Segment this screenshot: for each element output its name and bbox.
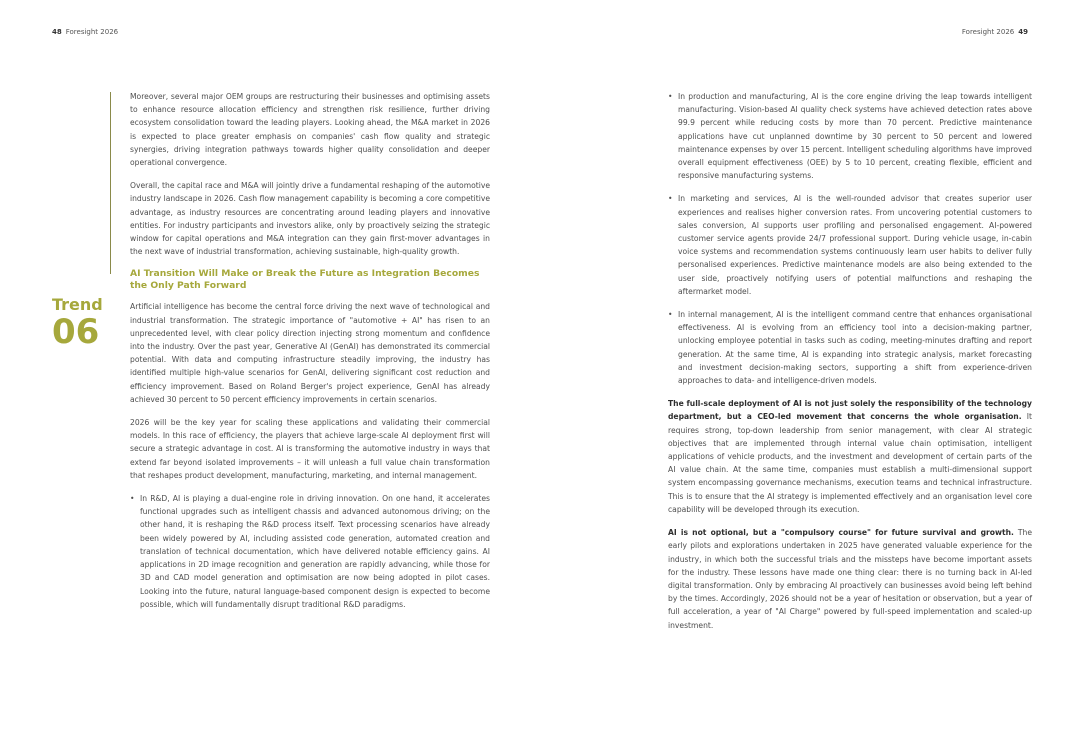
right-column [668, 90, 1032, 642]
bullet-list-left [130, 492, 490, 611]
bullet-text-marketing: In marketing and services, AI is the well-rounded advisor that creates superior user experiences and realises higher conversion rates. From uncovering potential customers to sales conversion, AI supports user profiling and personalised engagement. AI-powered customer service agents provide 24/7 professional support. During vehicle usage, in-cabin voice systems and recommendation systems continuously learn user habits to deliver fully personalised experiences. Predictive maintenance models are also being extended to the user side, proactively notifying users of potential malfunctions and reshaping the aftermarket model. [678, 194, 1032, 296]
trend-word: Trend [52, 295, 103, 314]
page-number-right: 49 [1018, 28, 1028, 36]
bullet-text-rnd: In R&D, AI is playing a dual-engine role in driving innovation. On one hand, it accelerates functional upgrades such as intelligent chassis and advanced autonomous driving; on the other hand, it is reshaping the R&D process itself. Text processing scenarios have already been widely powered by AI, including assisted code generation, automated creation and translation of technical documentation, which have delivered notable efficiency gains. AI applications in 2D image recognition and generation are rapidly advancing, while those for 3D and CAD model generation and optimisation are now being adopted in pilot cases. Looking into the future, natural language-based component design is expected to become possible, which will fundamentally disrupt traditional R&D paradigms. [140, 494, 490, 609]
list-item [130, 492, 490, 611]
bullet-icon: • [668, 310, 673, 320]
left-column [130, 90, 490, 621]
compulsory-course-lead: AI is not optional, but a "compulsory course" for future survival and growth. [668, 528, 1014, 538]
bullet-icon: • [668, 92, 673, 101]
list-item [668, 90, 1032, 182]
bullet-text-production: In production and manufacturing, AI is the core engine driving the leap towards intelligent manufacturing. Vision-based AI quality check systems have achieved detection rates above 99.9 percent while reducing costs by more than 70 percent. Predictive maintenance applications have cut unplanned downtime by 30 percent to 50 percent and lowered maintenance expenses by over 15 percent. Intelligent scheduling algorithms have improved overall equipment effectiveness (OEE) by 5 to 10 percent, creating flexible, efficient and responsive manufacturing systems. [678, 92, 1032, 181]
bullet-list-right [668, 90, 1032, 387]
bullet-icon: • [668, 194, 673, 204]
list-item [668, 308, 1032, 387]
trend-title: AI Transition Will Make or Break the Future as Integration Becomes the Only Path Forward [130, 268, 480, 292]
paragraph-capital-race: Overall, the capital race and M&A will jointly drive a fundamental reshaping of the automotive industry landscape in 2026. Cash flow management capability is becoming a core competitive advantage, as industry resources are concentrating around leading players and innovative entities. For industry participants and investors alike, only by proactively seizing the strategic window for capital operations and M&A integration can they gain first-mover advantages in the next wave of industrial transformation, achieving sustainable, high-quality growth. [130, 181, 490, 257]
bullet-icon: • [130, 494, 135, 504]
publication-title-left: Foresight 2026 [65, 28, 119, 36]
bullet-text-internal-management: In internal management, AI is the intelligent command centre that enhances organisational effectiveness. AI is evolving from an efficiency tool into a decision-making partner, unlocking employee potential in tasks such as coding, meeting-minutes drafting and report generation. At the same time, AI is expanding into strategic analysis, market forecasting and investment decision-making sectors, supporting a shift from experience-driven approaches to data- and intelligence-driven models. [678, 310, 1032, 386]
ceo-led-lead: The full-scale deployment of AI is not just solely the responsibility of the technology department, but a CEO-led movement that concerns the whole organisation. [668, 399, 1032, 422]
page-header-left [52, 28, 118, 36]
page-number-left: 48 [52, 28, 62, 36]
trend-number: 06 [52, 312, 100, 352]
list-item [668, 192, 1032, 298]
ceo-led-body: It requires strong, top-down leadership from senior management, with clear AI strategic objectives that are implemented through internal value chain optimisation, intelligent applications of vehicle products, and the investment and development of certain parts of the AI value chain. At the same time, companies must establish a multi-dimensional support system encompassing governance mechanisms, execution teams and technical infrastructure. This is to ensure that the AI strategy is implemented effectively and an organisation level core capability will be developed through its execution. [668, 412, 1032, 514]
paragraph-compulsory-course [668, 526, 1032, 632]
section-divider-line [110, 92, 111, 274]
paragraph-ma-restructuring: Moreover, several major OEM groups are restructuring their businesses and optimising assets to enhance resource allocation efficiency and strengthen risk resilience, further driving ecosystem consolidation toward the leading players. Looking ahead, the M&A market in 2026 is expected to place greater emphasis on companies' cash flow quality and strategic synergies, driving integration pathways towards higher quality consolidation and deeper operational convergence. [130, 92, 490, 168]
page-header-right [962, 28, 1028, 36]
paragraph-ai-central-force: Artificial intelligence has become the central force driving the next wave of technological and industrial transformation. The strategic importance of "automotive + AI" has risen to an unprecedented level, with clear policy direction injecting strong momentum and confidence into the industry. Over the past year, Generative AI (GenAI) has demonstrated its commercial potential. With data and computing infrastructure steadily improving, the industry has identified multiple high-value scenarios for GenAI, delivering significant cost reduction and efficiency improvement. Based on Roland Berger's project experience, GenAI has already achieved 30 percent to 50 percent efficiency improvements in certain scenarios. [130, 302, 490, 404]
paragraph-ceo-led-movement [668, 397, 1032, 516]
trend-label [52, 296, 103, 350]
compulsory-course-body: The early pilots and explorations undertaken in 2025 have generated valuable experience for the industry, in which both the successful trials and the missteps have become important assets for the industry. These lessons have made one thing clear: there is no turning back in AI-led digital transformation. Only by embracing AI proactively can businesses avoid being left behind by the times. Accordingly, 2026 should not be a year of hesitation or observation, but a year of full acceleration, a year of "AI Charge" powered by full-speed implementation and scaled-up investment. [668, 528, 1032, 630]
publication-title-right: Foresight 2026 [961, 28, 1015, 36]
paragraph-key-year-2026: 2026 will be the key year for scaling these applications and validating their commercial models. In this race of efficiency, the players that achieve large-scale AI deployment first will secure a strategic advantage in cost. AI is transforming the automotive industry in ways that extend far beyond isolated improvements – it will unleash a full value chain transformation that reshapes product development, manufacturing, marketing, and internal management. [130, 418, 490, 480]
